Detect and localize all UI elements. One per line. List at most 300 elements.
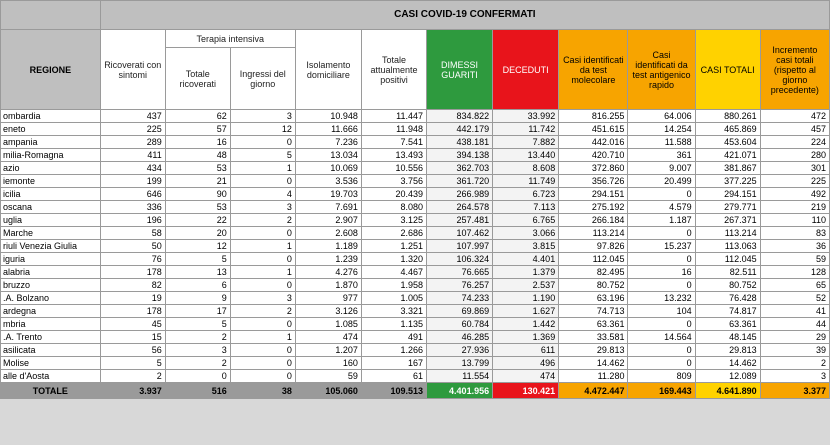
cell-positivi: 3.756 (361, 175, 426, 188)
cell-deceduti: 7.113 (493, 201, 559, 214)
cell-ingressi: 0 (230, 344, 295, 357)
total-molecolare: 4.472.447 (559, 383, 628, 399)
total-positivi: 109.513 (361, 383, 426, 399)
cell-isolamento: 59 (295, 370, 361, 383)
cell-totale-ricoverati: 53 (165, 201, 230, 214)
cell-deceduti: 2.537 (493, 279, 559, 292)
cell-region: .A. Bolzano (1, 292, 101, 305)
cell-casi-totali: 465.869 (695, 123, 760, 136)
cell-region: Marche (1, 227, 101, 240)
title-row (1, 1, 830, 30)
cell-casi-totali: 377.225 (695, 175, 760, 188)
cell-ingressi: 3 (230, 292, 295, 305)
cell-dimessi: 11.554 (426, 370, 492, 383)
cell-ingressi: 1 (230, 240, 295, 253)
total-dimessi: 4.401.956 (426, 383, 492, 399)
cell-incremento: 39 (760, 344, 829, 357)
cell-antigenico: 11.588 (628, 136, 695, 149)
cell-antigenico: 0 (628, 253, 695, 266)
header-ingressi-giorno: Ingressi del giorno (230, 48, 295, 110)
cell-totale-ricoverati: 53 (165, 162, 230, 175)
table-corner (1, 1, 101, 30)
cell-isolamento: 3.536 (295, 175, 361, 188)
cell-ingressi: 1 (230, 266, 295, 279)
cell-dimessi: 13.799 (426, 357, 492, 370)
cell-dimessi: 60.784 (426, 318, 492, 331)
cell-region: mbria (1, 318, 101, 331)
table-row (1, 240, 830, 253)
cell-dimessi: 266.989 (426, 188, 492, 201)
cell-dimessi: 107.462 (426, 227, 492, 240)
cell-ricoverati: 199 (100, 175, 165, 188)
table-row (1, 149, 830, 162)
cell-molecolare: 113.214 (559, 227, 628, 240)
cell-dimessi: 27.936 (426, 344, 492, 357)
header-terapia-intensiva: Terapia intensiva (165, 30, 295, 48)
cell-totale-ricoverati: 9 (165, 292, 230, 305)
cell-incremento: 301 (760, 162, 829, 175)
table-row (1, 305, 830, 318)
cell-isolamento: 3.126 (295, 305, 361, 318)
cell-incremento: 52 (760, 292, 829, 305)
cell-isolamento: 1.239 (295, 253, 361, 266)
cell-dimessi: 69.869 (426, 305, 492, 318)
total-totale-ricoverati: 516 (165, 383, 230, 399)
cell-deceduti: 1.442 (493, 318, 559, 331)
cell-incremento: 472 (760, 110, 829, 123)
cell-region: iguria (1, 253, 101, 266)
cell-positivi: 13.493 (361, 149, 426, 162)
cell-incremento: 280 (760, 149, 829, 162)
cell-ricoverati: 434 (100, 162, 165, 175)
cell-dimessi: 76.257 (426, 279, 492, 292)
table-row (1, 110, 830, 123)
cell-totale-ricoverati: 2 (165, 331, 230, 344)
cell-ricoverati: 82 (100, 279, 165, 292)
cell-ingressi: 0 (230, 318, 295, 331)
cell-antigenico: 64.006 (628, 110, 695, 123)
cell-ricoverati: 178 (100, 266, 165, 279)
cell-casi-totali: 294.151 (695, 188, 760, 201)
cell-totale-ricoverati: 21 (165, 175, 230, 188)
cell-molecolare: 356.726 (559, 175, 628, 188)
cell-positivi: 1.135 (361, 318, 426, 331)
cell-dimessi: 74.233 (426, 292, 492, 305)
cell-positivi: 1.958 (361, 279, 426, 292)
cell-isolamento: 1.207 (295, 344, 361, 357)
cell-positivi: 1.251 (361, 240, 426, 253)
cell-dimessi: 438.181 (426, 136, 492, 149)
cell-isolamento: 4.276 (295, 266, 361, 279)
cell-antigenico: 0 (628, 344, 695, 357)
cell-region: ombardia (1, 110, 101, 123)
cell-region: Molise (1, 357, 101, 370)
cell-region: alabria (1, 266, 101, 279)
cell-totale-ricoverati: 90 (165, 188, 230, 201)
cell-casi-totali: 113.214 (695, 227, 760, 240)
cell-antigenico: 20.499 (628, 175, 695, 188)
table-row (1, 344, 830, 357)
cell-antigenico: 9.007 (628, 162, 695, 175)
cell-antigenico: 14.564 (628, 331, 695, 344)
cell-region: iemonte (1, 175, 101, 188)
cell-region: bruzzo (1, 279, 101, 292)
cell-positivi: 1.320 (361, 253, 426, 266)
cell-casi-totali: 80.752 (695, 279, 760, 292)
cell-ingressi: 0 (230, 370, 295, 383)
cell-deceduti: 6.723 (493, 188, 559, 201)
cell-region: ardegna (1, 305, 101, 318)
cell-positivi: 7.541 (361, 136, 426, 149)
cell-dimessi: 394.138 (426, 149, 492, 162)
cell-incremento: 29 (760, 331, 829, 344)
table-row (1, 175, 830, 188)
cell-casi-totali: 279.771 (695, 201, 760, 214)
table-row (1, 214, 830, 227)
cell-totale-ricoverati: 13 (165, 266, 230, 279)
cell-dimessi: 442.179 (426, 123, 492, 136)
cell-molecolare: 80.752 (559, 279, 628, 292)
cell-region: oscana (1, 201, 101, 214)
cell-isolamento: 2.608 (295, 227, 361, 240)
cell-deceduti: 13.440 (493, 149, 559, 162)
cell-deceduti: 474 (493, 370, 559, 383)
cell-totale-ricoverati: 57 (165, 123, 230, 136)
cell-dimessi: 362.703 (426, 162, 492, 175)
cell-ricoverati: 76 (100, 253, 165, 266)
cell-totale-ricoverati: 0 (165, 370, 230, 383)
cell-positivi: 10.556 (361, 162, 426, 175)
cell-positivi: 2.686 (361, 227, 426, 240)
cell-incremento: 2 (760, 357, 829, 370)
cell-casi-totali: 63.361 (695, 318, 760, 331)
total-isolamento: 105.060 (295, 383, 361, 399)
cell-ricoverati: 646 (100, 188, 165, 201)
cell-dimessi: 834.822 (426, 110, 492, 123)
cell-molecolare: 29.813 (559, 344, 628, 357)
cell-casi-totali: 421.071 (695, 149, 760, 162)
cell-ingressi: 0 (230, 136, 295, 149)
cell-region: uglia (1, 214, 101, 227)
cell-isolamento: 1.085 (295, 318, 361, 331)
cell-totale-ricoverati: 2 (165, 357, 230, 370)
header-regione: REGIONE (1, 30, 101, 110)
cell-totale-ricoverati: 5 (165, 253, 230, 266)
cell-isolamento: 1.870 (295, 279, 361, 292)
cell-isolamento: 7.236 (295, 136, 361, 149)
cell-antigenico: 4.579 (628, 201, 695, 214)
cell-positivi: 4.467 (361, 266, 426, 279)
cell-antigenico: 14.254 (628, 123, 695, 136)
cell-molecolare: 420.710 (559, 149, 628, 162)
table-row (1, 162, 830, 175)
table-row (1, 266, 830, 279)
cell-casi-totali: 112.045 (695, 253, 760, 266)
cell-totale-ricoverati: 17 (165, 305, 230, 318)
total-ingressi: 38 (230, 383, 295, 399)
cell-positivi: 8.080 (361, 201, 426, 214)
cell-ingressi: 4 (230, 188, 295, 201)
cell-totale-ricoverati: 5 (165, 318, 230, 331)
cell-region: asilicata (1, 344, 101, 357)
cell-dimessi: 46.285 (426, 331, 492, 344)
table-row (1, 188, 830, 201)
cell-molecolare: 97.826 (559, 240, 628, 253)
cell-ricoverati: 50 (100, 240, 165, 253)
total-ricoverati: 3.937 (100, 383, 165, 399)
cell-totale-ricoverati: 20 (165, 227, 230, 240)
cell-deceduti: 11.749 (493, 175, 559, 188)
cell-dimessi: 264.578 (426, 201, 492, 214)
cell-antigenico: 0 (628, 279, 695, 292)
cell-antigenico: 0 (628, 188, 695, 201)
cell-antigenico: 0 (628, 318, 695, 331)
total-deceduti: 130.421 (493, 383, 559, 399)
cell-dimessi: 107.997 (426, 240, 492, 253)
cell-deceduti: 11.742 (493, 123, 559, 136)
table-row (1, 123, 830, 136)
cell-antigenico: 0 (628, 357, 695, 370)
cell-casi-totali: 74.817 (695, 305, 760, 318)
cell-molecolare: 294.151 (559, 188, 628, 201)
cell-region: .A. Trento (1, 331, 101, 344)
header-dimessi: DIMESSI GUARITI (426, 30, 492, 110)
cell-positivi: 1.005 (361, 292, 426, 305)
cell-antigenico: 809 (628, 370, 695, 383)
cell-ingressi: 3 (230, 110, 295, 123)
header-isolamento: Isolamento domiciliare (295, 30, 361, 110)
cell-region: milia-Romagna (1, 149, 101, 162)
cell-positivi: 167 (361, 357, 426, 370)
cell-incremento: 59 (760, 253, 829, 266)
cell-totale-ricoverati: 22 (165, 214, 230, 227)
cell-deceduti: 8.608 (493, 162, 559, 175)
cell-incremento: 492 (760, 188, 829, 201)
cell-isolamento: 13.034 (295, 149, 361, 162)
cell-isolamento: 10.948 (295, 110, 361, 123)
cell-molecolare: 33.581 (559, 331, 628, 344)
cell-totale-ricoverati: 6 (165, 279, 230, 292)
cell-antigenico: 16 (628, 266, 695, 279)
cell-ingressi: 1 (230, 162, 295, 175)
cell-incremento: 65 (760, 279, 829, 292)
cell-molecolare: 451.615 (559, 123, 628, 136)
cell-antigenico: 104 (628, 305, 695, 318)
cell-ingressi: 0 (230, 227, 295, 240)
cell-deceduti: 4.401 (493, 253, 559, 266)
cell-region: alle d'Aosta (1, 370, 101, 383)
cell-ricoverati: 45 (100, 318, 165, 331)
cell-casi-totali: 880.261 (695, 110, 760, 123)
table-row (1, 227, 830, 240)
table-row (1, 370, 830, 383)
cell-deceduti: 1.190 (493, 292, 559, 305)
cell-dimessi: 361.720 (426, 175, 492, 188)
cell-molecolare: 14.462 (559, 357, 628, 370)
cell-isolamento: 2.907 (295, 214, 361, 227)
cell-ingressi: 0 (230, 357, 295, 370)
cell-ricoverati: 178 (100, 305, 165, 318)
cell-region: icilia (1, 188, 101, 201)
cell-deceduti: 3.815 (493, 240, 559, 253)
table-row (1, 253, 830, 266)
cell-totale-ricoverati: 16 (165, 136, 230, 149)
cell-incremento: 225 (760, 175, 829, 188)
cell-positivi: 3.321 (361, 305, 426, 318)
cell-incremento: 219 (760, 201, 829, 214)
table-row (1, 136, 830, 149)
cell-region: riuli Venezia Giulia (1, 240, 101, 253)
cell-isolamento: 977 (295, 292, 361, 305)
cell-deceduti: 7.882 (493, 136, 559, 149)
table-row (1, 292, 830, 305)
cell-molecolare: 816.255 (559, 110, 628, 123)
header-deceduti: DECEDUTI (493, 30, 559, 110)
cell-molecolare: 442.016 (559, 136, 628, 149)
cell-incremento: 83 (760, 227, 829, 240)
cell-molecolare: 11.280 (559, 370, 628, 383)
cell-deceduti: 33.992 (493, 110, 559, 123)
total-incremento: 3.377 (760, 383, 829, 399)
cell-molecolare: 266.184 (559, 214, 628, 227)
cell-ingressi: 0 (230, 253, 295, 266)
cell-incremento: 44 (760, 318, 829, 331)
cell-molecolare: 112.045 (559, 253, 628, 266)
cell-molecolare: 82.495 (559, 266, 628, 279)
cell-ricoverati: 196 (100, 214, 165, 227)
cell-casi-totali: 453.604 (695, 136, 760, 149)
table-row (1, 279, 830, 292)
cell-isolamento: 1.189 (295, 240, 361, 253)
cell-ricoverati: 411 (100, 149, 165, 162)
cell-dimessi: 76.665 (426, 266, 492, 279)
table-row (1, 331, 830, 344)
table-body (1, 110, 830, 399)
cell-ricoverati: 15 (100, 331, 165, 344)
cell-incremento: 457 (760, 123, 829, 136)
header-ricoverati: Ricoverati con sintomi (100, 30, 165, 110)
header-test-antigenico: Casi identificati da test antigenico rapido (628, 30, 695, 110)
header-incremento: Incremento casi totali (rispetto al giorno precedente) (760, 30, 829, 110)
cell-isolamento: 474 (295, 331, 361, 344)
cell-ricoverati: 19 (100, 292, 165, 305)
cell-antigenico: 15.237 (628, 240, 695, 253)
cell-casi-totali: 48.145 (695, 331, 760, 344)
cell-ingressi: 3 (230, 201, 295, 214)
cell-casi-totali: 82.511 (695, 266, 760, 279)
cell-ingressi: 12 (230, 123, 295, 136)
cell-antigenico: 1.187 (628, 214, 695, 227)
cell-incremento: 110 (760, 214, 829, 227)
cell-ricoverati: 336 (100, 201, 165, 214)
cell-deceduti: 6.765 (493, 214, 559, 227)
cell-deceduti: 1.369 (493, 331, 559, 344)
cell-ricoverati: 5 (100, 357, 165, 370)
cell-positivi: 11.447 (361, 110, 426, 123)
cell-deceduti: 3.066 (493, 227, 559, 240)
cell-positivi: 61 (361, 370, 426, 383)
cell-positivi: 1.266 (361, 344, 426, 357)
table-row (1, 201, 830, 214)
cell-isolamento: 10.069 (295, 162, 361, 175)
cell-incremento: 128 (760, 266, 829, 279)
cell-molecolare: 74.713 (559, 305, 628, 318)
cell-molecolare: 63.361 (559, 318, 628, 331)
cell-totale-ricoverati: 12 (165, 240, 230, 253)
cell-dimessi: 257.481 (426, 214, 492, 227)
header-casi-totali: CASI TOTALI (695, 30, 760, 110)
header-totale-ricoverati: Totale ricoverati (165, 48, 230, 110)
total-row (1, 383, 830, 399)
cell-positivi: 20.439 (361, 188, 426, 201)
cell-casi-totali: 76.428 (695, 292, 760, 305)
cell-ricoverati: 58 (100, 227, 165, 240)
cell-casi-totali: 267.371 (695, 214, 760, 227)
cell-molecolare: 275.192 (559, 201, 628, 214)
cell-incremento: 36 (760, 240, 829, 253)
header-test-molecolare: Casi identificati da test molecolare (559, 30, 628, 110)
cell-casi-totali: 12.089 (695, 370, 760, 383)
cell-incremento: 224 (760, 136, 829, 149)
cell-deceduti: 611 (493, 344, 559, 357)
cell-positivi: 3.125 (361, 214, 426, 227)
table-row (1, 357, 830, 370)
cell-dimessi: 106.324 (426, 253, 492, 266)
cell-isolamento: 7.691 (295, 201, 361, 214)
total-region: TOTALE (1, 383, 101, 399)
cell-isolamento: 11.666 (295, 123, 361, 136)
cell-deceduti: 496 (493, 357, 559, 370)
cell-incremento: 41 (760, 305, 829, 318)
cell-molecolare: 372.860 (559, 162, 628, 175)
cell-ingressi: 0 (230, 175, 295, 188)
cell-ricoverati: 225 (100, 123, 165, 136)
cell-positivi: 11.948 (361, 123, 426, 136)
cell-molecolare: 63.196 (559, 292, 628, 305)
cell-deceduti: 1.379 (493, 266, 559, 279)
cell-region: azio (1, 162, 101, 175)
cell-totale-ricoverati: 48 (165, 149, 230, 162)
cell-totale-ricoverati: 3 (165, 344, 230, 357)
cell-casi-totali: 381.867 (695, 162, 760, 175)
cell-ingressi: 5 (230, 149, 295, 162)
cell-antigenico: 13.232 (628, 292, 695, 305)
header-row-1 (1, 30, 830, 48)
cell-antigenico: 0 (628, 227, 695, 240)
cell-ricoverati: 289 (100, 136, 165, 149)
total-casi-totali: 4.641.890 (695, 383, 760, 399)
header-totale-positivi: Totale attualmente positivi (361, 30, 426, 110)
cell-region: ampania (1, 136, 101, 149)
cell-isolamento: 160 (295, 357, 361, 370)
cell-ingressi: 2 (230, 305, 295, 318)
cell-incremento: 3 (760, 370, 829, 383)
cell-ricoverati: 437 (100, 110, 165, 123)
cell-ricoverati: 2 (100, 370, 165, 383)
cell-ricoverati: 56 (100, 344, 165, 357)
cell-deceduti: 1.627 (493, 305, 559, 318)
cell-casi-totali: 14.462 (695, 357, 760, 370)
table-title: CASI COVID-19 CONFERMATI (100, 1, 829, 30)
total-antigenico: 169.443 (628, 383, 695, 399)
cell-casi-totali: 113.063 (695, 240, 760, 253)
table-row (1, 318, 830, 331)
cell-ingressi: 1 (230, 331, 295, 344)
cell-ingressi: 0 (230, 279, 295, 292)
cell-isolamento: 19.703 (295, 188, 361, 201)
cell-antigenico: 361 (628, 149, 695, 162)
cell-ingressi: 2 (230, 214, 295, 227)
